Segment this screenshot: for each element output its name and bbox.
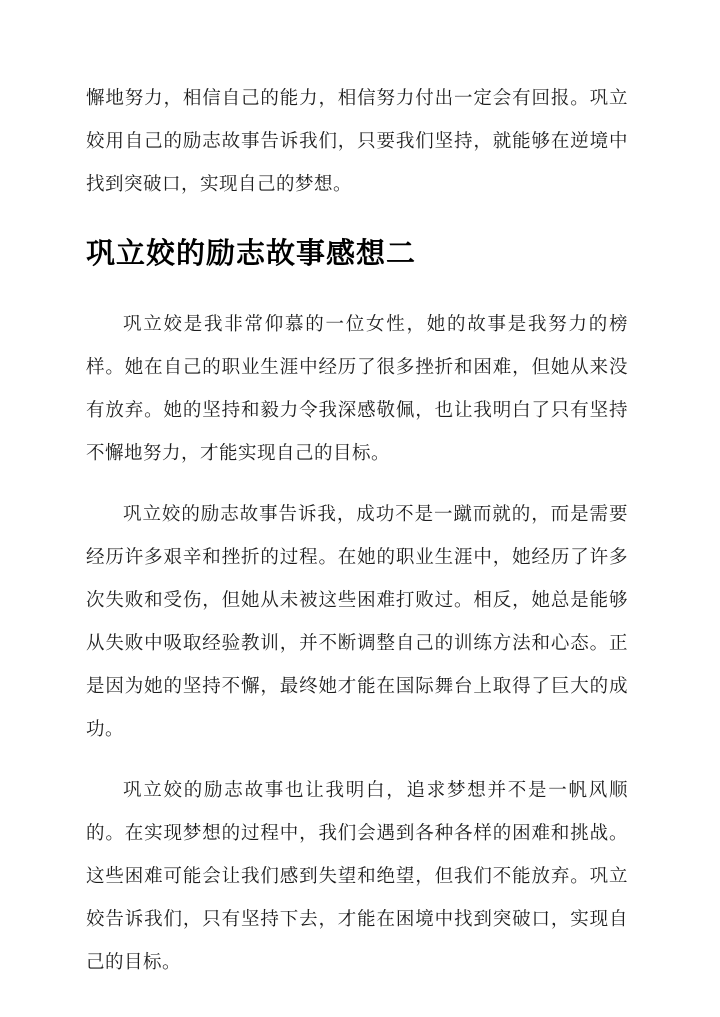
- document-content: [86, 78, 628, 985]
- body-paragraph-2: 巩立姣的励志故事告诉我，成功不是一蹴而就的，而是需要经历许多艰辛和挫折的过程。在她的职业生涯中，她经历了许多次失败和受伤，但她从未被这些困难打败过。相反，她总是能够从失败中吸取经验教训，并不断调整自己的训练方法和心态。正是因为她的坚持不懈，最终她才能在国际舞台上取得了巨大的成功。: [86, 505, 628, 740]
- continuation-paragraph: 懈地努力，相信自己的能力，相信努力付出一定会有回报。巩立姣用自己的励志故事告诉我们，只要我们坚持，就能够在逆境中找到突破口，实现自己的梦想。: [86, 89, 628, 195]
- section-heading: 巩立姣的励志故事感想二: [86, 238, 417, 270]
- body-paragraph-1: 巩立姣是我非常仰慕的一位女性，她的故事是我努力的榜样。她在自己的职业生涯中经历了很多挫折和困难，但她从来没有放弃。她的坚持和毅力令我深感敬佩，也让我明白了只有坚持不懈地努力，才能实现自己的目标。: [86, 315, 628, 464]
- body-paragraph-3: 巩立姣的励志故事也让我明白，追求梦想并不是一帆风顺的。在实现梦想的过程中，我们会遇到各种各样的困难和挑战。这些困难可能会让我们感到失望和绝望，但我们不能放弃。巩立姣告诉我们，只有坚持下去，才能在困境中找到突破口，实现自己的目标。: [86, 781, 628, 973]
